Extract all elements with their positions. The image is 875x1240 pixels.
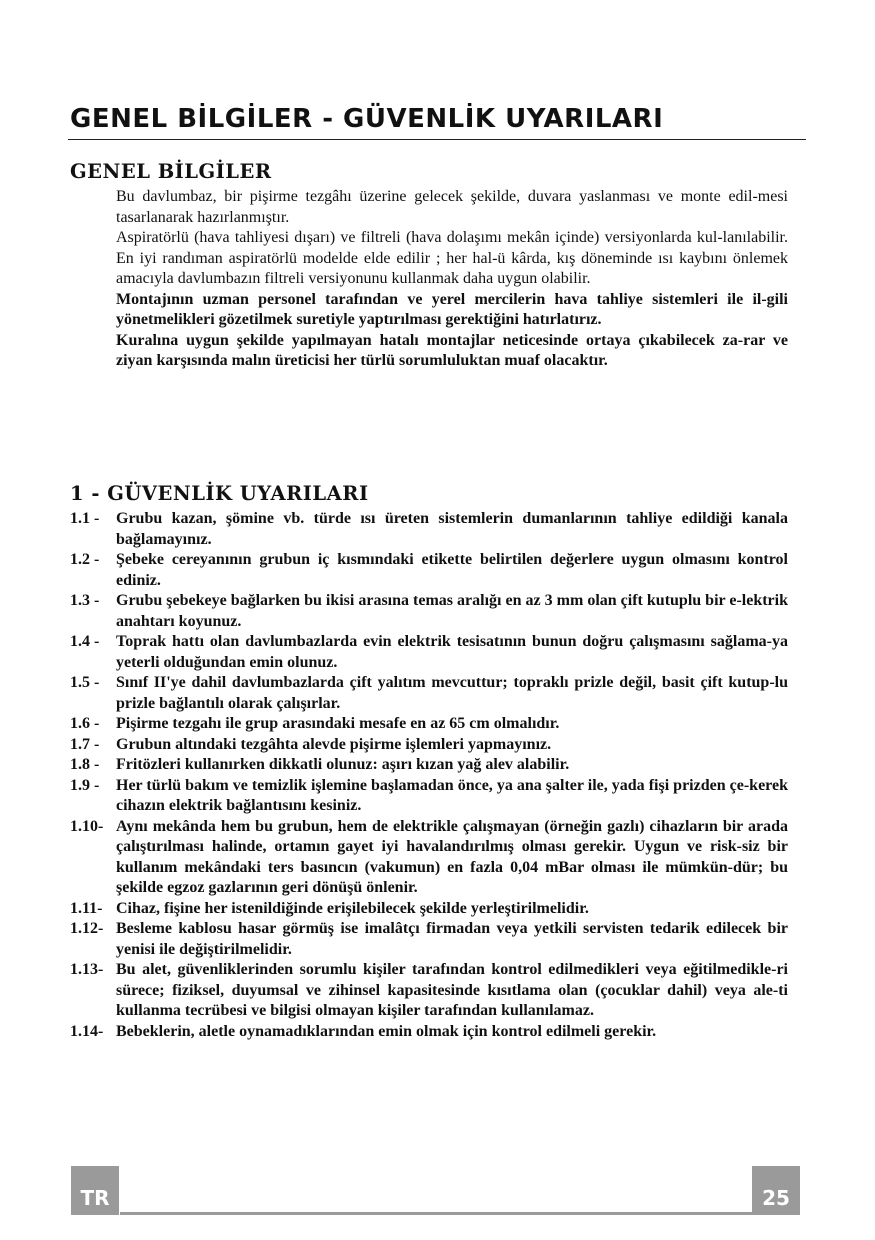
general-info-heading: GENEL BİLGİLER: [70, 160, 272, 183]
safety-item: [70, 899, 788, 920]
safety-list: [70, 509, 788, 1042]
general-paragraph: Bu davlumbaz, bir pişirme tezgâhı üzerine gelecek şekilde, duvara yaslanması ve monte edil-mesi tasarlanarak hazırlanmıştır.: [116, 188, 788, 226]
safety-item: [70, 735, 788, 756]
safety-item: [70, 673, 788, 714]
general-paragraph-bold: Montajının uzman personel tarafından ve yerel mercilerin hava tahliye sistemleri ile il-gili yönetmelikleri gözetilmek suretiyle yaptırılması gerektiğini hatırlatırız.: [116, 290, 788, 328]
safety-item: [70, 714, 788, 735]
safety-item: [70, 550, 788, 591]
safety-item-number: 1.14-: [70, 1022, 104, 1040]
safety-item: [70, 632, 788, 673]
safety-item-text: Grubu kazan, şömine vb. türde ısı üreten sistemlerin dumanlarının tahliye edildiği kanala bağlamayınız.: [116, 510, 788, 548]
safety-item-text: Aynı mekânda hem bu grubun, hem de elektrikle çalışmayan (örneğin gazlı) cihazların bir arada çalıştırılması halinde, ortamın gayet iyi havalandırılmış olması gerekir. Uygun ve risk-siz bir kullanım mekândaki ters basıncın (vakumun) en fazla 0,04 mBar olması ile mümkün-dür; bu şekilde egzoz gazlarının geri dönüşü önlenir.: [116, 817, 788, 896]
language-badge: TR: [71, 1166, 119, 1215]
safety-item-number: 1.2 -: [70, 551, 100, 568]
safety-item-text: Şebeke cereyanının grubun iç kısmındaki etikette belirtilen değerlere uygun olmasını kontrol ediniz.: [116, 551, 788, 589]
safety-item: [70, 1022, 788, 1043]
safety-item-number: 1.8 -: [70, 756, 100, 773]
safety-item-number: 1.7 -: [70, 735, 100, 753]
safety-item: [70, 919, 788, 960]
safety-item-text: Pişirme tezgahı ile grup arasındaki mesafe en az 65 cm olmalıdır.: [116, 715, 560, 732]
safety-item-number: 1.4 -: [70, 633, 100, 650]
safety-item: [70, 755, 788, 776]
safety-item-number: 1.10-: [70, 817, 104, 835]
safety-heading: 1 - GÜVENLİK UYARILARI: [70, 482, 369, 505]
page-number-badge: 25: [752, 1166, 800, 1215]
title-underline: [68, 139, 806, 140]
safety-item: [70, 817, 788, 899]
safety-item-text: Bebeklerin, aletle oynamadıklarından emin olmak için kontrol edilmeli gerekir.: [116, 1022, 657, 1040]
safety-item-number: 1.9 -: [70, 776, 100, 794]
general-paragraph: Aspiratörlü (hava tahliyesi dışarı) ve filtreli (hava dolaşımı mekân içinde) versiyonlarda kul-lanılabilir. En iyi randıman aspiratörlü modelde elde edilir ; her hal-ü kârda, kış döneminde ısı kaybını önlemek amacıyla davlumbazın filtreli versiyonunu kullanmak daha uygun olabilir.: [116, 229, 788, 287]
general-info-body: [116, 187, 788, 372]
safety-item: [70, 591, 788, 632]
safety-item-text: Grubun altındaki tezgâhta alevde pişirme işlemleri yapmayınız.: [116, 735, 552, 753]
safety-item-text: Toprak hattı olan davlumbazlarda evin elektrik tesisatının bunun doğru çalışmasını sağlama-ya yeterli olduğundan emin olunuz.: [116, 633, 788, 671]
safety-item-text: Besleme kablosu hasar görmüş ise imalâtçı firmadan veya yetkili servisten tedarik edilecek bir yenisi ile değiştirilmelidir.: [116, 920, 788, 958]
safety-item-number: 1.12-: [70, 920, 104, 937]
general-paragraph-bold: Kuralına uygun şekilde yapılmayan hatalı montajlar neticesinde ortaya çıkabilecek za-rar ve ziyan karşısında malın üreticisi her türlü sorumluluktan muaf olacaktır.: [116, 331, 788, 369]
safety-item-number: 1.1 -: [70, 510, 100, 527]
safety-item-number: 1.3 -: [70, 592, 100, 609]
safety-item: [70, 776, 788, 817]
safety-item-text: Cihaz, fişine her istenildiğinde erişilebilecek şekilde yerleştirilmelidir.: [116, 899, 589, 917]
safety-item-number: 1.6 -: [70, 715, 100, 732]
safety-item-number: 1.5 -: [70, 674, 100, 691]
footer-rule: [120, 1212, 753, 1215]
safety-item-text: Fritözleri kullanırken dikkatli olunuz: aşırı kızan yağ alev alabilir.: [116, 756, 570, 773]
safety-item-text: Her türlü bakım ve temizlik işlemine başlamadan önce, ya ana şalter ile, yada fişi prizden çe-kerek cihazın elektrik bağlantısını kesiniz.: [116, 776, 788, 814]
safety-item-number: 1.13-: [70, 961, 104, 978]
safety-item: [70, 509, 788, 550]
safety-item-text: Sınıf II'ye dahil davlumbazlarda çift yalıtım mevcuttur; topraklı prizle değil, basit çift kutup-lu prizle bağlantılı olarak çalışırlar.: [116, 674, 788, 712]
safety-item-number: 1.11-: [70, 899, 103, 917]
safety-item-text: Grubu şebekeye bağlarken bu ikisi arasına temas aralığı en az 3 mm olan çift kutuplu bir e-lektrik anahtarı koyunuz.: [116, 592, 788, 630]
safety-item: [70, 960, 788, 1022]
page-title: GENEL BİLGİLER - GÜVENLİK UYARILARI: [70, 104, 664, 134]
safety-item-text: Bu alet, güvenliklerinden sorumlu kişiler tarafından kontrol edilmedikleri veya eğitilmedikle-ri sürece; fiziksel, duyumsal ve zihinsel kapasitesinde kısıtlama olan (çocuklar dahil) veya ale-ti kullanma tecrübesi ve bilgisi olmayan kişiler tarafından kullanılamaz.: [116, 961, 788, 1019]
